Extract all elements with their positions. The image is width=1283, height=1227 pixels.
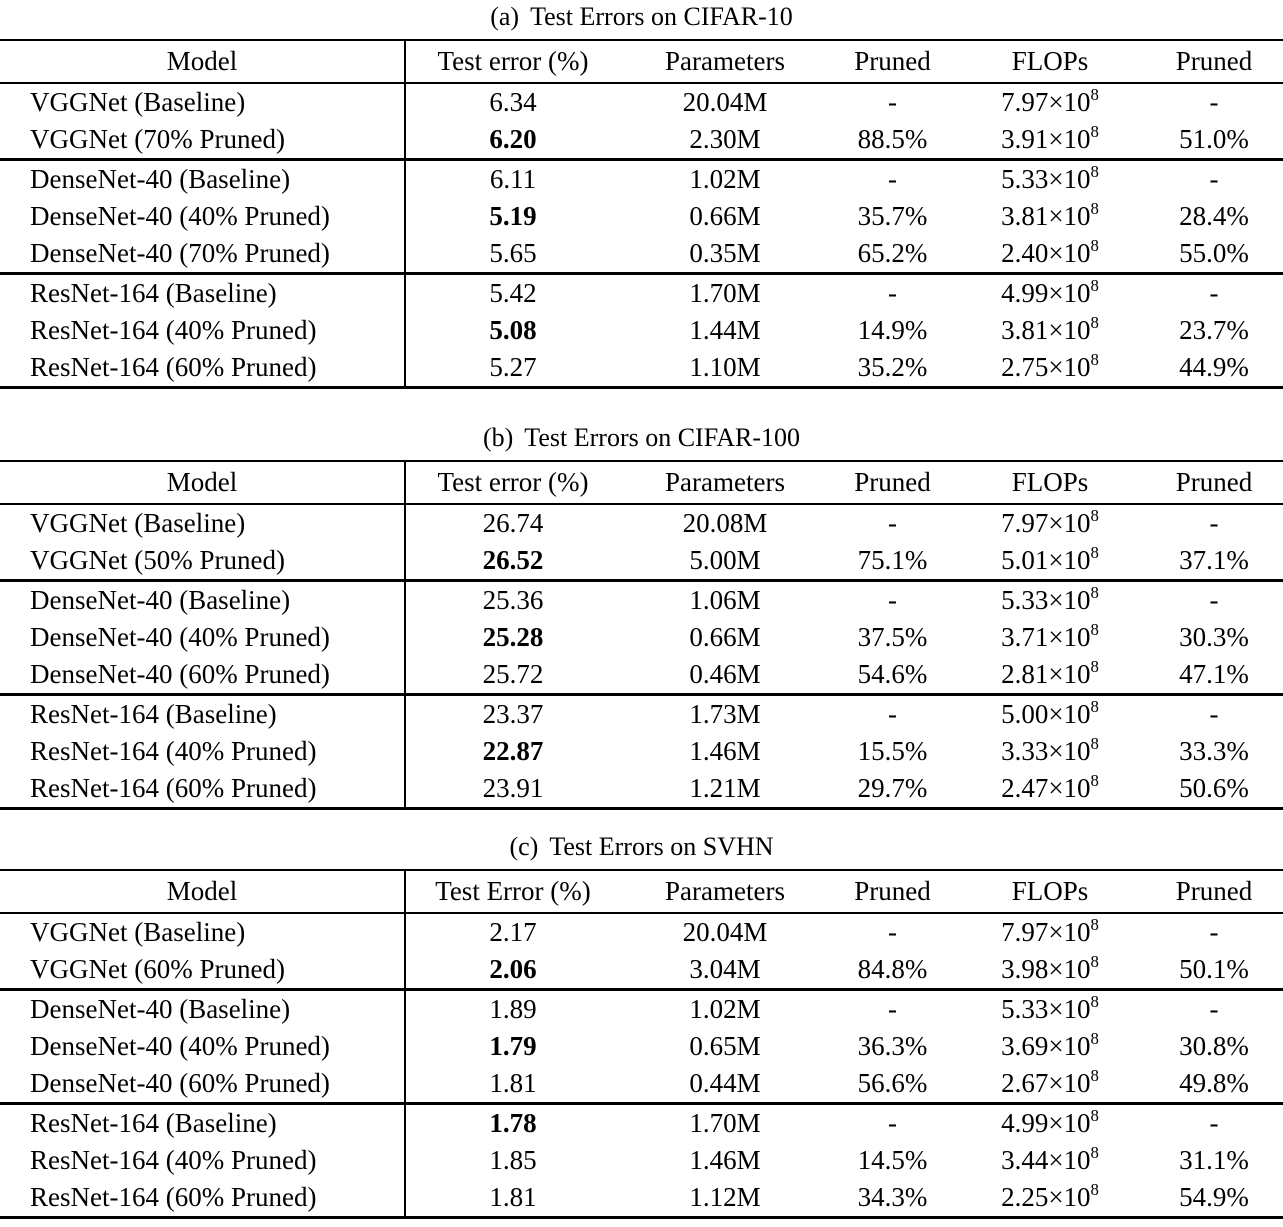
pruned-flops-cell: - bbox=[1145, 990, 1283, 1029]
parameters-cell: 3.04M bbox=[689, 954, 761, 984]
pruned-flops-cell: 23.7% bbox=[1179, 315, 1249, 345]
parameters-cell: 1.12M bbox=[689, 1182, 761, 1212]
flops-exponent: 8 bbox=[1090, 85, 1099, 104]
flops-exponent: 8 bbox=[1090, 1029, 1099, 1048]
pruned-flops-cell: 55.0% bbox=[1179, 238, 1249, 268]
pruned-parameters-cell: 37.5% bbox=[857, 622, 928, 652]
pruned-flops-cell: 44.9% bbox=[1179, 352, 1249, 382]
flops-cell bbox=[955, 656, 1145, 695]
parameters-cell: 20.08M bbox=[682, 508, 768, 538]
test-error-cell: 1.89 bbox=[405, 990, 620, 1029]
test-error-cell: 1.81 bbox=[489, 1068, 537, 1098]
col-header-flops: FLOPs bbox=[1011, 876, 1089, 906]
table-row bbox=[0, 160, 1283, 199]
table-row bbox=[0, 951, 1283, 990]
test-error-cell: 23.91 bbox=[482, 773, 544, 803]
parameters-cell: 1.46M bbox=[689, 736, 761, 766]
pruned-flops-cell: - bbox=[1209, 917, 1219, 947]
pruned-flops-cell: 30.3% bbox=[1179, 622, 1249, 652]
col-header-flops: FLOPs bbox=[1011, 467, 1089, 497]
table-row bbox=[0, 235, 1283, 274]
col-header-pruned-params: Pruned bbox=[854, 467, 931, 497]
model-cell: ResNet-164 (Baseline) bbox=[0, 695, 405, 734]
pruned-flops-cell: - bbox=[1145, 581, 1283, 620]
model-cell: VGGNet (70% Pruned) bbox=[0, 121, 405, 160]
col-header-test-error: Test error (%) bbox=[437, 467, 589, 497]
pruned-parameters-cell: 35.7% bbox=[857, 201, 928, 231]
flops-cell bbox=[955, 1179, 1145, 1218]
flops-mantissa: 2.25×10 bbox=[1001, 1182, 1091, 1212]
table-row bbox=[0, 990, 1283, 1029]
col-header-test-error: Test Error (%) bbox=[435, 876, 591, 906]
test-error-cell: 5.08 bbox=[489, 315, 537, 345]
test-error-cell: 6.20 bbox=[489, 124, 537, 154]
flops-cell bbox=[955, 349, 1145, 388]
flops-mantissa: 3.81×10 bbox=[1001, 201, 1091, 231]
flops-exponent: 8 bbox=[1090, 543, 1099, 562]
flops-cell bbox=[955, 581, 1145, 620]
col-header-parameters: Parameters bbox=[665, 46, 785, 76]
flops-exponent: 8 bbox=[1090, 199, 1099, 218]
header-row bbox=[0, 870, 1283, 913]
model-cell: DenseNet-40 (40% Pruned) bbox=[0, 1028, 405, 1065]
flops-cell bbox=[955, 160, 1145, 199]
model-cell: VGGNet (50% Pruned) bbox=[0, 542, 405, 581]
flops-mantissa: 3.98×10 bbox=[1001, 954, 1091, 984]
pruned-parameters-cell: 34.3% bbox=[857, 1182, 928, 1212]
flops-cell bbox=[955, 695, 1145, 734]
col-header-flops: FLOPs bbox=[1011, 46, 1089, 76]
flops-mantissa: 5.00×10 bbox=[1001, 699, 1091, 729]
table-row bbox=[0, 1104, 1283, 1143]
model-cell: VGGNet (Baseline) bbox=[0, 504, 405, 542]
flops-mantissa: 2.81×10 bbox=[1001, 659, 1091, 689]
flops-exponent: 8 bbox=[1090, 236, 1099, 255]
parameters-cell: 1.10M bbox=[689, 352, 761, 382]
test-error-cell: 2.17 bbox=[489, 917, 537, 947]
flops-exponent: 8 bbox=[1090, 771, 1099, 790]
pruned-flops-cell: 50.6% bbox=[1179, 773, 1249, 803]
flops-mantissa: 4.99×10 bbox=[1001, 1108, 1091, 1138]
header-row bbox=[0, 461, 1283, 504]
model-cell: VGGNet (60% Pruned) bbox=[0, 951, 405, 990]
model-cell: DenseNet-40 (70% Pruned) bbox=[0, 235, 405, 274]
header-row bbox=[0, 40, 1283, 83]
test-error-cell: 25.28 bbox=[482, 622, 544, 652]
pruned-flops-cell: 47.1% bbox=[1179, 659, 1249, 689]
flops-exponent: 8 bbox=[1090, 1180, 1099, 1199]
pruned-parameters-cell: - bbox=[830, 581, 955, 620]
test-error-cell: 23.37 bbox=[405, 695, 620, 734]
flops-mantissa: 2.75×10 bbox=[1001, 352, 1091, 382]
flops-mantissa: 7.97×10 bbox=[1001, 508, 1091, 538]
flops-mantissa: 3.44×10 bbox=[1001, 1145, 1091, 1175]
flops-cell bbox=[955, 312, 1145, 349]
flops-exponent: 8 bbox=[1090, 992, 1099, 1011]
table-row bbox=[0, 312, 1283, 349]
flops-exponent: 8 bbox=[1090, 122, 1099, 141]
table-row bbox=[0, 542, 1283, 581]
parameters-cell: 1.73M bbox=[620, 695, 830, 734]
col-header-test-error: Test error (%) bbox=[437, 46, 589, 76]
flops-cell bbox=[955, 198, 1145, 235]
flops-exponent: 8 bbox=[1090, 276, 1099, 295]
caption-title: Test Errors on CIFAR-10 bbox=[530, 2, 793, 31]
model-cell: DenseNet-40 (40% Pruned) bbox=[0, 198, 405, 235]
pruned-flops-cell: 37.1% bbox=[1179, 545, 1249, 575]
pruned-parameters-cell: 29.7% bbox=[857, 773, 928, 803]
flops-mantissa: 4.99×10 bbox=[1001, 278, 1091, 308]
test-error-cell: 1.78 bbox=[405, 1104, 620, 1143]
model-cell: ResNet-164 (Baseline) bbox=[0, 1104, 405, 1143]
parameters-cell: 0.66M bbox=[689, 201, 761, 231]
model-cell: ResNet-164 (40% Pruned) bbox=[0, 733, 405, 770]
flops-exponent: 8 bbox=[1090, 506, 1099, 525]
test-error-cell: 2.06 bbox=[489, 954, 537, 984]
pruned-parameters-cell: 84.8% bbox=[857, 954, 928, 984]
pruned-flops-cell: 30.8% bbox=[1179, 1031, 1249, 1061]
table-row bbox=[0, 1065, 1283, 1104]
model-cell: ResNet-164 (Baseline) bbox=[0, 274, 405, 313]
table-row bbox=[0, 1179, 1283, 1218]
flops-mantissa: 7.97×10 bbox=[1001, 917, 1091, 947]
caption-title: Test Errors on CIFAR-100 bbox=[524, 423, 801, 452]
parameters-cell: 0.35M bbox=[689, 238, 761, 268]
flops-exponent: 8 bbox=[1090, 1143, 1099, 1162]
table-row bbox=[0, 198, 1283, 235]
table-row bbox=[0, 121, 1283, 160]
model-cell: ResNet-164 (40% Pruned) bbox=[0, 1142, 405, 1179]
flops-mantissa: 3.81×10 bbox=[1001, 315, 1091, 345]
pruned-flops-cell: 31.1% bbox=[1179, 1145, 1249, 1175]
pruned-flops-cell: - bbox=[1145, 1104, 1283, 1143]
col-header-pruned-flops: Pruned bbox=[1175, 46, 1253, 76]
flops-mantissa: 5.33×10 bbox=[1001, 994, 1091, 1024]
flops-mantissa: 2.67×10 bbox=[1001, 1068, 1091, 1098]
flops-mantissa: 5.33×10 bbox=[1001, 164, 1091, 194]
flops-mantissa: 2.47×10 bbox=[1001, 773, 1091, 803]
flops-cell bbox=[955, 1142, 1145, 1179]
flops-exponent: 8 bbox=[1090, 915, 1099, 934]
table-row bbox=[0, 913, 1283, 951]
parameters-cell: 1.44M bbox=[689, 315, 761, 345]
flops-cell bbox=[955, 951, 1145, 990]
test-error-cell: 22.87 bbox=[482, 736, 544, 766]
flops-exponent: 8 bbox=[1090, 162, 1099, 181]
pruned-parameters-cell: 65.2% bbox=[857, 238, 928, 268]
pruned-flops-cell: 33.3% bbox=[1179, 736, 1249, 766]
flops-cell bbox=[955, 83, 1145, 121]
col-header-pruned-flops: Pruned bbox=[1175, 467, 1253, 497]
flops-mantissa: 2.40×10 bbox=[1001, 238, 1091, 268]
pruned-flops-cell: - bbox=[1145, 274, 1283, 313]
flops-exponent: 8 bbox=[1090, 952, 1099, 971]
parameters-cell: 1.70M bbox=[620, 1104, 830, 1143]
table-row bbox=[0, 770, 1283, 809]
table-row bbox=[0, 349, 1283, 388]
model-cell: DenseNet-40 (Baseline) bbox=[0, 160, 405, 199]
parameters-cell: 1.06M bbox=[620, 581, 830, 620]
pruned-flops-cell: 54.9% bbox=[1179, 1182, 1249, 1212]
table-row bbox=[0, 274, 1283, 313]
model-cell: DenseNet-40 (Baseline) bbox=[0, 581, 405, 620]
flops-exponent: 8 bbox=[1090, 350, 1099, 369]
col-header-pruned-params: Pruned bbox=[854, 876, 931, 906]
flops-cell bbox=[955, 274, 1145, 313]
model-cell: DenseNet-40 (Baseline) bbox=[0, 990, 405, 1029]
pruned-parameters-cell: 14.9% bbox=[857, 315, 928, 345]
test-error-cell: 6.34 bbox=[489, 87, 537, 117]
table-row bbox=[0, 83, 1283, 121]
pruned-flops-cell: 49.8% bbox=[1179, 1068, 1249, 1098]
flops-exponent: 8 bbox=[1090, 734, 1099, 753]
pruned-flops-cell: - bbox=[1209, 87, 1219, 117]
table-row bbox=[0, 656, 1283, 695]
table-row bbox=[0, 1142, 1283, 1179]
parameters-cell: 0.44M bbox=[689, 1068, 761, 1098]
table-caption-a bbox=[0, 2, 1283, 32]
flops-cell bbox=[955, 1065, 1145, 1104]
table-caption-c bbox=[0, 832, 1283, 862]
model-cell: ResNet-164 (60% Pruned) bbox=[0, 349, 405, 388]
col-header-pruned-params: Pruned bbox=[854, 46, 931, 76]
pruned-parameters-cell: 15.5% bbox=[857, 736, 928, 766]
pruned-flops-cell: 28.4% bbox=[1179, 201, 1249, 231]
caption-label: (c) bbox=[509, 832, 539, 861]
parameters-cell: 1.70M bbox=[620, 274, 830, 313]
pruned-flops-cell: - bbox=[1209, 508, 1219, 538]
pruned-parameters-cell: 88.5% bbox=[857, 124, 928, 154]
parameters-cell: 2.30M bbox=[689, 124, 761, 154]
model-cell: ResNet-164 (60% Pruned) bbox=[0, 770, 405, 809]
pruned-parameters-cell: - bbox=[830, 274, 955, 313]
flops-cell bbox=[955, 235, 1145, 274]
flops-exponent: 8 bbox=[1090, 697, 1099, 716]
caption-label: (b) bbox=[482, 423, 514, 452]
pruned-parameters-cell: - bbox=[888, 917, 897, 947]
flops-cell bbox=[955, 990, 1145, 1029]
model-cell: DenseNet-40 (40% Pruned) bbox=[0, 619, 405, 656]
pruned-parameters-cell: - bbox=[830, 1104, 955, 1143]
flops-mantissa: 3.91×10 bbox=[1001, 124, 1091, 154]
parameters-cell: 1.46M bbox=[689, 1145, 761, 1175]
flops-mantissa: 3.69×10 bbox=[1001, 1031, 1091, 1061]
pruned-parameters-cell: 56.6% bbox=[857, 1068, 928, 1098]
table-row bbox=[0, 733, 1283, 770]
test-error-cell: 5.27 bbox=[489, 352, 537, 382]
flops-cell bbox=[955, 121, 1145, 160]
table-caption-b bbox=[0, 423, 1283, 453]
table-block-svhn bbox=[0, 832, 1283, 1219]
pruned-parameters-cell: 75.1% bbox=[857, 545, 928, 575]
table-row bbox=[0, 619, 1283, 656]
results-table-svhn bbox=[0, 869, 1283, 1219]
flops-cell bbox=[955, 1028, 1145, 1065]
pruned-parameters-cell: - bbox=[830, 990, 955, 1029]
table-row bbox=[0, 695, 1283, 734]
col-header-parameters: Parameters bbox=[665, 876, 785, 906]
pruned-flops-cell: 51.0% bbox=[1179, 124, 1249, 154]
parameters-cell: 1.21M bbox=[689, 773, 761, 803]
model-cell: DenseNet-40 (60% Pruned) bbox=[0, 656, 405, 695]
table-row bbox=[0, 1028, 1283, 1065]
pruned-parameters-cell: - bbox=[888, 87, 897, 117]
parameters-cell: 5.00M bbox=[689, 545, 761, 575]
table-block-cifar10 bbox=[0, 2, 1283, 389]
results-table-cifar10 bbox=[0, 39, 1283, 389]
model-cell: VGGNet (Baseline) bbox=[0, 913, 405, 951]
results-table-cifar100 bbox=[0, 460, 1283, 810]
pruned-parameters-cell: - bbox=[830, 695, 955, 734]
flops-exponent: 8 bbox=[1090, 620, 1099, 639]
test-error-cell: 5.42 bbox=[405, 274, 620, 313]
pruned-parameters-cell: 36.3% bbox=[857, 1031, 928, 1061]
flops-exponent: 8 bbox=[1090, 657, 1099, 676]
test-error-cell: 25.72 bbox=[482, 659, 544, 689]
col-header-model: Model bbox=[0, 870, 405, 913]
flops-cell bbox=[955, 504, 1145, 542]
test-error-cell: 26.74 bbox=[482, 508, 544, 538]
caption-label: (a) bbox=[490, 2, 520, 31]
flops-mantissa: 3.71×10 bbox=[1001, 622, 1091, 652]
model-cell: VGGNet (Baseline) bbox=[0, 83, 405, 121]
test-error-cell: 25.36 bbox=[405, 581, 620, 620]
flops-mantissa: 5.01×10 bbox=[1001, 545, 1091, 575]
flops-mantissa: 5.33×10 bbox=[1001, 585, 1091, 615]
test-error-cell: 26.52 bbox=[482, 545, 544, 575]
test-error-cell: 5.65 bbox=[489, 238, 537, 268]
parameters-cell: 20.04M bbox=[682, 917, 768, 947]
test-error-cell: 5.19 bbox=[489, 201, 537, 231]
pruned-flops-cell: - bbox=[1145, 160, 1283, 199]
parameters-cell: 1.02M bbox=[620, 990, 830, 1029]
flops-cell bbox=[955, 733, 1145, 770]
flops-exponent: 8 bbox=[1090, 583, 1099, 602]
flops-exponent: 8 bbox=[1090, 1106, 1099, 1125]
test-error-cell: 1.79 bbox=[489, 1031, 537, 1061]
model-cell: ResNet-164 (40% Pruned) bbox=[0, 312, 405, 349]
test-error-cell: 1.85 bbox=[489, 1145, 537, 1175]
parameters-cell: 20.04M bbox=[682, 87, 768, 117]
flops-exponent: 8 bbox=[1090, 1066, 1099, 1085]
table-row bbox=[0, 504, 1283, 542]
parameters-cell: 1.02M bbox=[620, 160, 830, 199]
flops-cell bbox=[955, 619, 1145, 656]
caption-title: Test Errors on SVHN bbox=[549, 832, 774, 861]
pruned-parameters-cell: - bbox=[830, 160, 955, 199]
test-error-cell: 1.81 bbox=[489, 1182, 537, 1212]
pruned-flops-cell: 50.1% bbox=[1179, 954, 1249, 984]
table-row bbox=[0, 581, 1283, 620]
parameters-cell: 0.46M bbox=[689, 659, 761, 689]
flops-mantissa: 3.33×10 bbox=[1001, 736, 1091, 766]
table-block-cifar100 bbox=[0, 423, 1283, 810]
col-header-parameters: Parameters bbox=[665, 467, 785, 497]
flops-cell bbox=[955, 913, 1145, 951]
pruned-flops-cell: - bbox=[1145, 695, 1283, 734]
flops-cell bbox=[955, 770, 1145, 809]
pruned-parameters-cell: 35.2% bbox=[857, 352, 928, 382]
flops-cell bbox=[955, 1104, 1145, 1143]
pruned-parameters-cell: - bbox=[888, 508, 897, 538]
model-cell: DenseNet-40 (60% Pruned) bbox=[0, 1065, 405, 1104]
model-cell: ResNet-164 (60% Pruned) bbox=[0, 1179, 405, 1218]
parameters-cell: 0.66M bbox=[689, 622, 761, 652]
pruned-parameters-cell: 54.6% bbox=[857, 659, 928, 689]
flops-cell bbox=[955, 542, 1145, 581]
col-header-model: Model bbox=[0, 461, 405, 504]
col-header-pruned-flops: Pruned bbox=[1175, 876, 1253, 906]
flops-exponent: 8 bbox=[1090, 313, 1099, 332]
flops-mantissa: 7.97×10 bbox=[1001, 87, 1091, 117]
col-header-model: Model bbox=[0, 40, 405, 83]
test-error-cell: 6.11 bbox=[405, 160, 620, 199]
pruned-parameters-cell: 14.5% bbox=[857, 1145, 928, 1175]
parameters-cell: 0.65M bbox=[689, 1031, 761, 1061]
